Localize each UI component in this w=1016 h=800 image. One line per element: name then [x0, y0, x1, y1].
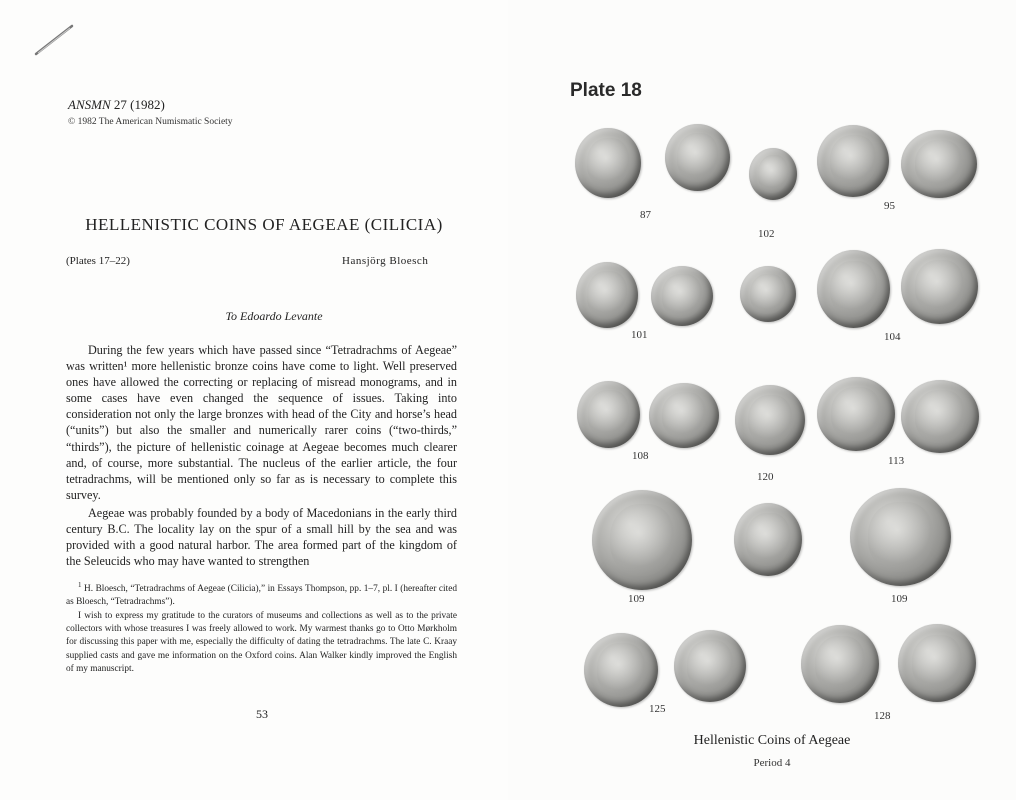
pin-mark-icon — [30, 20, 80, 60]
coin-image — [665, 124, 730, 191]
paragraph: During the few years which have passed since “Tetradrachms of Aegeae” was written¹ more hellenistic bronze coins have come to light. Well preserved ones have allowed the correcting or replacing of misread monograms, and in some cases have even changed the sequence of issues. Taking into consideration not only the large bronzes with head of the City and horse’s head (“units”) but also the smaller and numerically rarer coins (“two-thirds,” “thirds”), the picture of hellenistic coinage at Aegeae becomes much clearer and, of course, more substantial. The nucleus of the earlier article, the four tetradrachms, will be mentioned only so far as is necessary to complete this survey. — [66, 343, 457, 502]
coin-image — [740, 266, 796, 322]
plate-title: Plate 18 — [570, 80, 642, 101]
coin-image — [576, 262, 638, 328]
article-body — [66, 342, 457, 569]
journal-citation — [68, 97, 165, 113]
plate-caption-title: Hellenistic Coins of Aegeae — [693, 733, 851, 748]
coin-label: 95 — [884, 200, 895, 212]
footnote: I wish to express my gratitude to the curators of museums and collections as well as to the private collectors with whose treasures I was freely allowed to work. My warmest thanks go to Otto Mørkholm for discussing this paper with me, especially the difficulty of dating the tetradrachms. The late C. Kraay supplied casts and gave me information on the Oxford coins. Alan Walker kindly improved the English of my manuscript. — [66, 610, 457, 674]
coin-image — [575, 128, 641, 198]
coin-image — [674, 630, 746, 702]
coin-image — [817, 125, 889, 197]
coin-image — [850, 488, 951, 586]
coin-image — [901, 249, 978, 324]
coin-label: 128 — [874, 710, 891, 722]
footnote-marker: 1 — [78, 581, 82, 589]
page-number: 53 — [256, 707, 268, 721]
plates-reference: (Plates 17–22) — [66, 255, 130, 267]
coin-label: 87 — [640, 209, 651, 221]
coin-label: 102 — [758, 228, 775, 240]
coin-label: 113 — [888, 455, 905, 467]
author-name: Hansjörg Bloesch — [342, 255, 429, 267]
coin-image — [749, 148, 797, 200]
coin-label: 109 — [891, 593, 908, 605]
coin-image — [898, 624, 976, 702]
coin-label: 104 — [884, 331, 901, 343]
coin-image — [734, 503, 802, 576]
copyright-line: © 1982 The American Numismatic Society — [68, 117, 233, 127]
footnote-text: H. Bloesch, “Tetradrachms of Aegeae (Cilicia),” in Essays Thompson, pp. 1–7, pl. I (hereafter cited as Bloesch, “Tetradrachms”). — [66, 584, 457, 608]
coin-image — [649, 383, 719, 448]
right-page — [508, 0, 1016, 800]
article-title: HELLENISTIC COINS OF AEGEAE (CILICIA) — [85, 215, 443, 234]
coin-image — [817, 377, 895, 451]
coin-label: 109 — [628, 593, 645, 605]
coin-image — [817, 250, 890, 328]
footnote — [66, 579, 457, 610]
coin-image — [651, 266, 713, 326]
journal-abbrev: ANSMN — [68, 97, 111, 112]
coin-image — [584, 633, 658, 707]
coin-image — [901, 380, 979, 453]
paragraph: Aegeae was probably founded by a body of Macedonians in the early third century B.C. The locality lay on the spur of a small hill by the sea and was provided with a good natural harbor. The area formed part of the kingdom of the Seleucids who may have wanted to strengthen — [66, 505, 457, 569]
coin-label: 120 — [757, 471, 774, 483]
coin-image — [577, 381, 640, 448]
footnotes — [66, 579, 457, 676]
coin-image — [901, 130, 977, 198]
coin-image — [801, 625, 879, 703]
coin-label: 108 — [632, 450, 649, 462]
coin-image — [735, 385, 805, 455]
coin-label: 101 — [631, 329, 648, 341]
coin-label: 125 — [649, 703, 666, 715]
journal-volume: 27 (1982) — [110, 97, 165, 112]
dedication: To Edoardo Levante — [225, 309, 323, 323]
plate-caption-period: Period 4 — [753, 757, 791, 769]
coin-image — [592, 490, 692, 590]
